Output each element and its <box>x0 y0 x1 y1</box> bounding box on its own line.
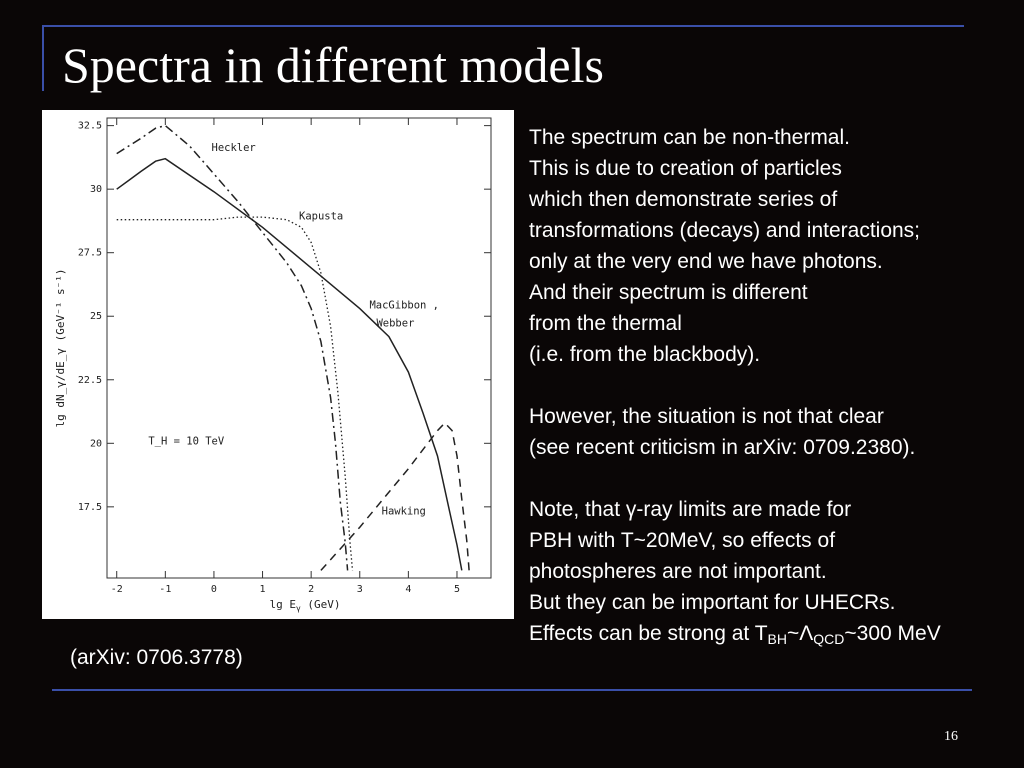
x-tick-label: 3 <box>356 584 363 595</box>
text-line: which then demonstrate series of <box>529 188 838 211</box>
last-suffix: ~300 MeV <box>844 622 941 645</box>
text-line-last <box>529 618 1024 649</box>
text-line: photospheres are not important. <box>529 560 827 583</box>
x-tick-label: 4 <box>405 584 412 595</box>
citation: (arXiv: 0706.3778) <box>70 646 243 669</box>
text-line: only at the very end we have photons. <box>529 250 883 273</box>
y-tick-label: 25 <box>89 311 102 323</box>
text-line: However, the situation is not that clear <box>529 405 884 428</box>
slide-title: Spectra in different models <box>62 37 604 93</box>
top-rule <box>42 25 964 27</box>
x-tick-label: 2 <box>308 584 315 595</box>
x-tick-label: -2 <box>110 584 123 595</box>
x-tick-label: 0 <box>210 584 217 595</box>
y-tick-label: 32.5 <box>77 120 102 132</box>
y-tick-label: 22.5 <box>77 374 102 386</box>
x-tick-label: 5 <box>453 584 460 595</box>
page-number: 16 <box>944 729 958 744</box>
explanation-text <box>529 122 1024 649</box>
text-line: And their spectrum is different <box>529 281 808 304</box>
spectra-chart <box>42 110 514 619</box>
x-tick-label: 1 <box>259 584 266 595</box>
text-line: PBH with T~20MeV, so effects of <box>529 529 836 552</box>
text-line: transformations (decays) and interactions; <box>529 219 921 242</box>
temperature-annotation: T_H = 10 TeV <box>148 435 225 448</box>
series-label-1: Kapusta <box>299 210 344 223</box>
series-label-3: Hawking <box>381 505 426 518</box>
series-line-1 <box>117 217 353 570</box>
last-prefix: Effects can be strong at T <box>529 622 768 645</box>
text-line: This is due to creation of particles <box>529 157 842 180</box>
x-axis-label: $\lg E_\gamma$ (GeV) <box>269 598 341 613</box>
text-line: The spectrum can be non-thermal. <box>529 126 850 149</box>
text-line: But they can be important for UHECRs. <box>529 591 896 614</box>
y-axis-label: lg dN_γ/dE_γ (GeV⁻¹ s⁻¹) <box>54 268 67 428</box>
sub-qcd: QCD <box>813 631 845 647</box>
series-line-0 <box>117 126 348 571</box>
text-line: from the thermal <box>529 312 682 335</box>
last-mid: ~Λ <box>786 622 814 645</box>
series-label-2: MacGibbon , Webber <box>369 299 440 330</box>
y-tick-label: 17.5 <box>77 501 102 513</box>
y-tick-label: 27.5 <box>77 247 102 259</box>
plot-frame <box>107 118 491 578</box>
y-tick-label: 30 <box>89 184 102 196</box>
x-tick-label: -1 <box>159 584 172 595</box>
series-label-0: Heckler <box>211 142 256 155</box>
left-rule <box>42 25 44 91</box>
text-line: (see recent criticism in arXiv: 0709.2380). <box>529 436 916 459</box>
text-line: Note, that γ-ray limits are made for <box>529 498 852 521</box>
y-tick-label: 20 <box>89 438 102 450</box>
text-line: (i.e. from the blackbody). <box>529 343 761 366</box>
bottom-rule <box>52 689 972 691</box>
sub-bh: BH <box>767 631 787 647</box>
chart-svg <box>42 110 514 619</box>
